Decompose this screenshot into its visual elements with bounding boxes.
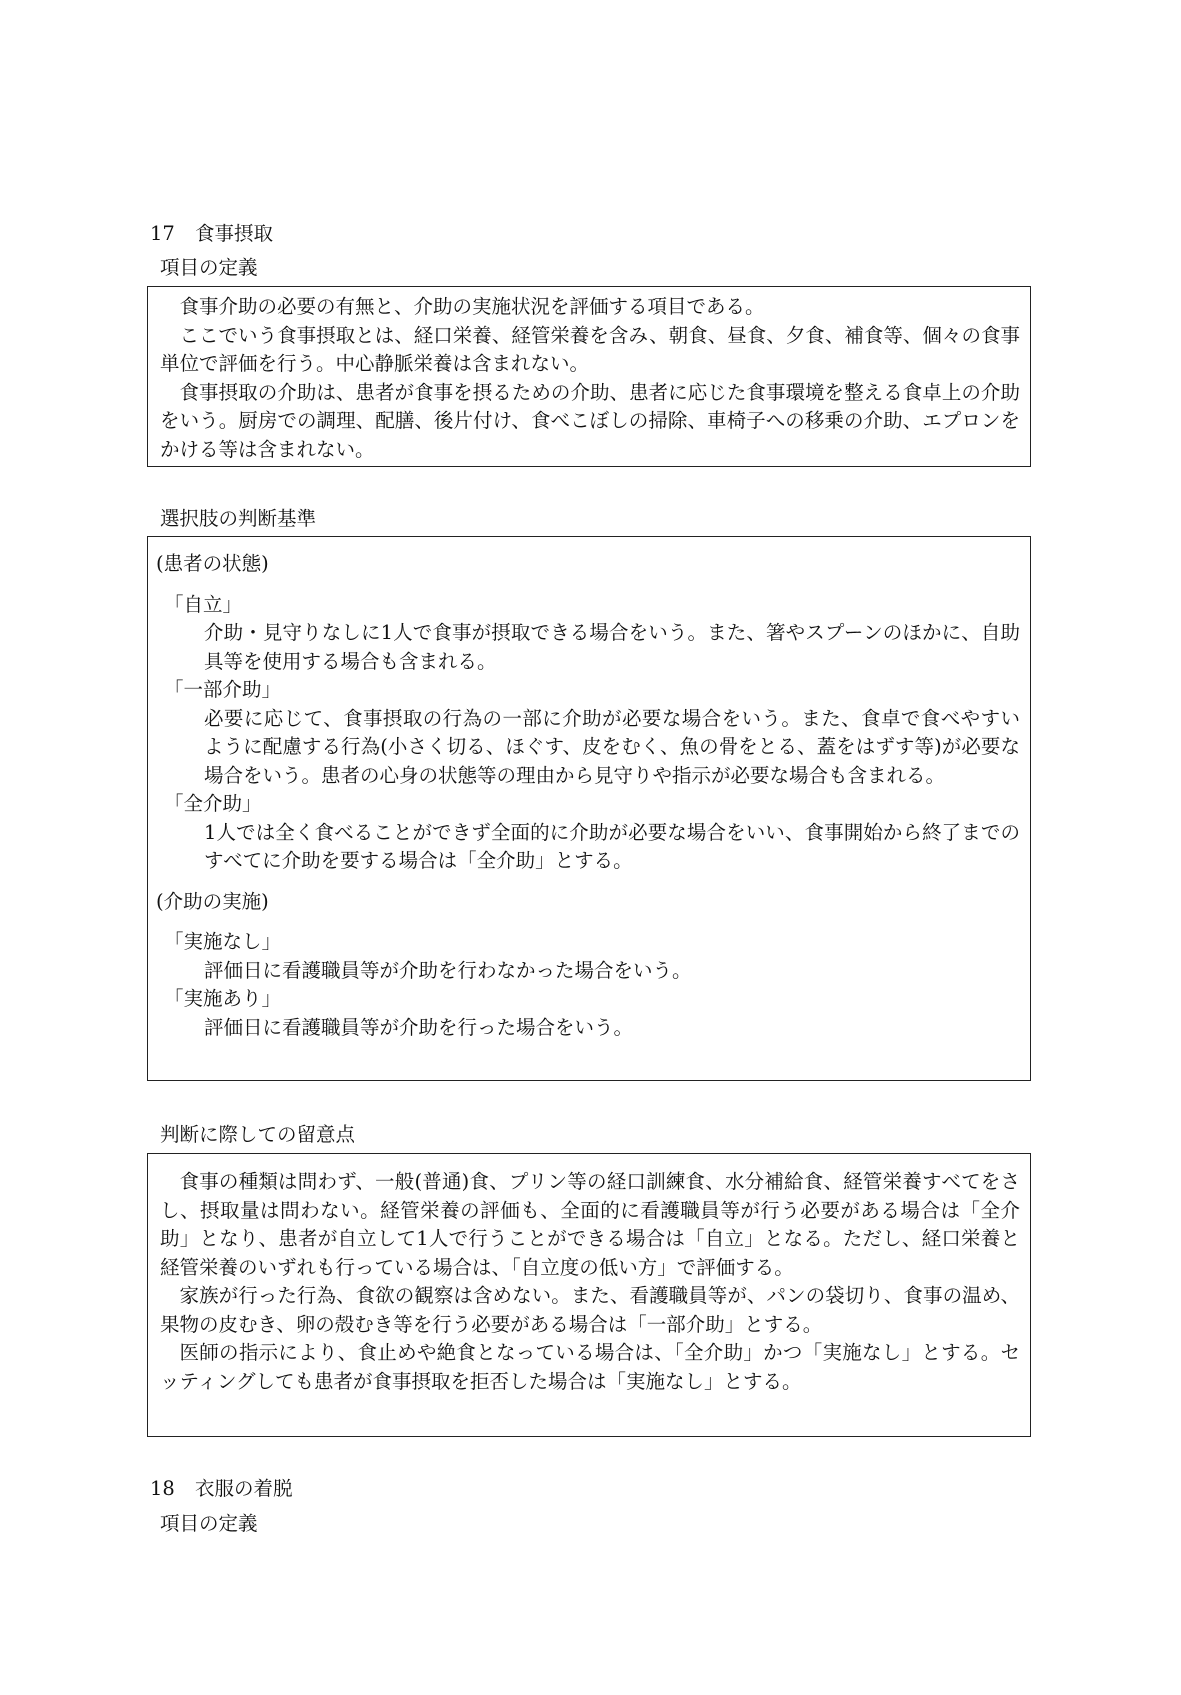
definition-label: 項目の定義 [160,1512,258,1535]
option-description: 介助・見守りなしに1人で食事が摂取できる場合をいう。また、箸やスプーンのほかに、自助具等を使用する場合も含まれる。 [204,621,1020,673]
notes-paragraph: 食事の種類は問わず、一般(普通)食、プリン等の経口訓練食、水分補給食、経管栄養すべてをさし、摂取量は問わない。経管栄養の評価も、全面的に看護職員等が行う必要がある場合は「全介助」となり、患者が自立して1人で行うことができる場合は「自立」となる。ただし、経口栄養と経管栄養のいずれも行っている場合は、「自立度の低い方」で評価する。 [160,1170,1020,1279]
assistance-heading: (介助の実施) [156,889,269,913]
definition-paragraph: 食事摂取の介助は、患者が食事を摂るための介助、患者に応じた食事環境を整える食卓上の介助をいう。厨房での調理、配膳、後片付け、食べこぼしの掃除、車椅子への移乗の介助、エプロンをかける等は含まれない。 [160,380,1020,461]
definition-paragraph: ここでいう食事摂取とは、経口栄養、経管栄養を含み、朝食、昼食、夕食、補食等、個々の食事単位で評価を行う。中心静脈栄養は含まれない。 [160,323,1020,375]
option-label: 「全介助」 [164,792,262,815]
notes-paragraph: 家族が行った行為、食欲の観察は含めない。また、看護職員等が、パンの袋切り、食事の温め、果物の皮むき、卵の殻むき等を行う必要がある場合は「一部介助」とする。 [160,1284,1020,1336]
option-label: 「実施なし」 [164,930,282,953]
definition-paragraph: 食事介助の必要の有無と、介助の実施状況を評価する項目である。 [179,295,765,318]
option-description: 必要に応じて、食事摂取の行為の一部に介助が必要な場合をいう。また、食卓で食べやすいように配慮する行為(小さく切る、ほぐす、皮をむく、魚の骨をとる、蓋をはずす等)が必要な場合をいう。患者の心身の状態等の理由から見守りや指示が必要な場合も含まれる。 [204,706,1020,787]
section-title: 衣服の着脱 [195,1477,293,1500]
option-description: 評価日に看護職員等が介助を行った場合をいう。 [204,1015,634,1039]
definition-box [147,286,1031,467]
notes-label: 判断に際しての留意点 [160,1123,356,1146]
option-description: 1人では全く食べることができず全面的に介助が必要な場合をいい、食事開始から終了までのすべてに介助を要する場合は「全介助」とする。 [204,820,1020,872]
criteria-box [147,536,1031,1081]
definition-label: 項目の定義 [160,256,258,279]
section-number: 18 [150,1477,175,1500]
patient-state-heading: (患者の状態) [156,552,269,575]
option-label: 「自立」 [164,592,243,616]
option-label: 「一部介助」 [164,678,282,701]
option-description: 評価日に看護職員等が介助を行わなかった場合をいう。 [204,958,692,982]
section-number: 17 [150,222,175,245]
section-18-heading [150,1474,293,1504]
section-17-heading [150,219,273,249]
notes-box [147,1153,1031,1437]
criteria-label: 選択肢の判断基準 [160,507,317,530]
notes-paragraph: 医師の指示により、食止めや絶食となっている場合は、「全介助」かつ「実施なし」とする。セッティングしても患者が食事摂取を拒否した場合は「実施なし」とする。 [160,1341,1020,1393]
option-label: 「実施あり」 [164,987,282,1010]
section-title: 食事摂取 [195,222,274,245]
